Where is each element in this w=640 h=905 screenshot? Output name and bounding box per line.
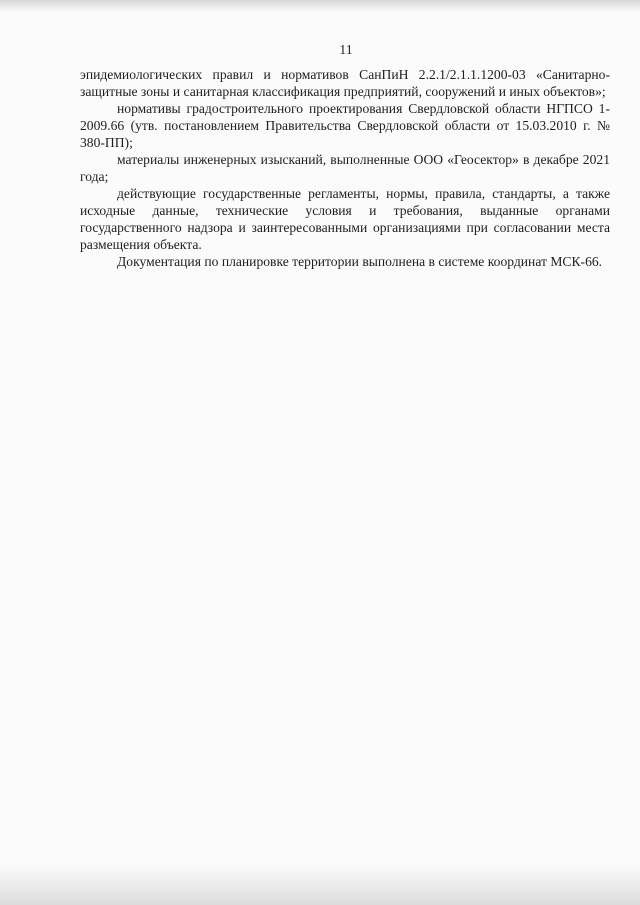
body-text: [80, 66, 610, 270]
paragraph-regulations: действующие государственные регламенты, нормы, правила, стандарты, а также исходные данные, технические условия и требования, выданные органами государственного надзора и заинтересованными организациями при согласовании места размещения объекта.: [80, 186, 610, 252]
scan-top-shadow: [0, 0, 640, 12]
paragraph-ngpso: нормативы градостроительного проектирования Свердловской области НГПСО 1-2009.66 (утв. постановлением Правительства Свердловской области от 15.03.2010 г. № 380-ПП);: [80, 101, 610, 150]
scan-bottom-edge: [0, 865, 640, 905]
page-number: 11: [339, 43, 353, 58]
paragraph-sanpin: эпидемиологических правил и нормативов СанПиН 2.2.1/2.1.1.1200-03 «Санитарно-защитные зоны и санитарная классификация предприятий, сооружений и иных объектов»;: [80, 67, 610, 99]
paragraph-surveys: материалы инженерных изысканий, выполненные ООО «Геосектор» в декабре 2021 года;: [80, 152, 610, 184]
paragraph-coordinates: Документация по планировке территории выполнена в системе координат МСК-66.: [117, 254, 603, 269]
